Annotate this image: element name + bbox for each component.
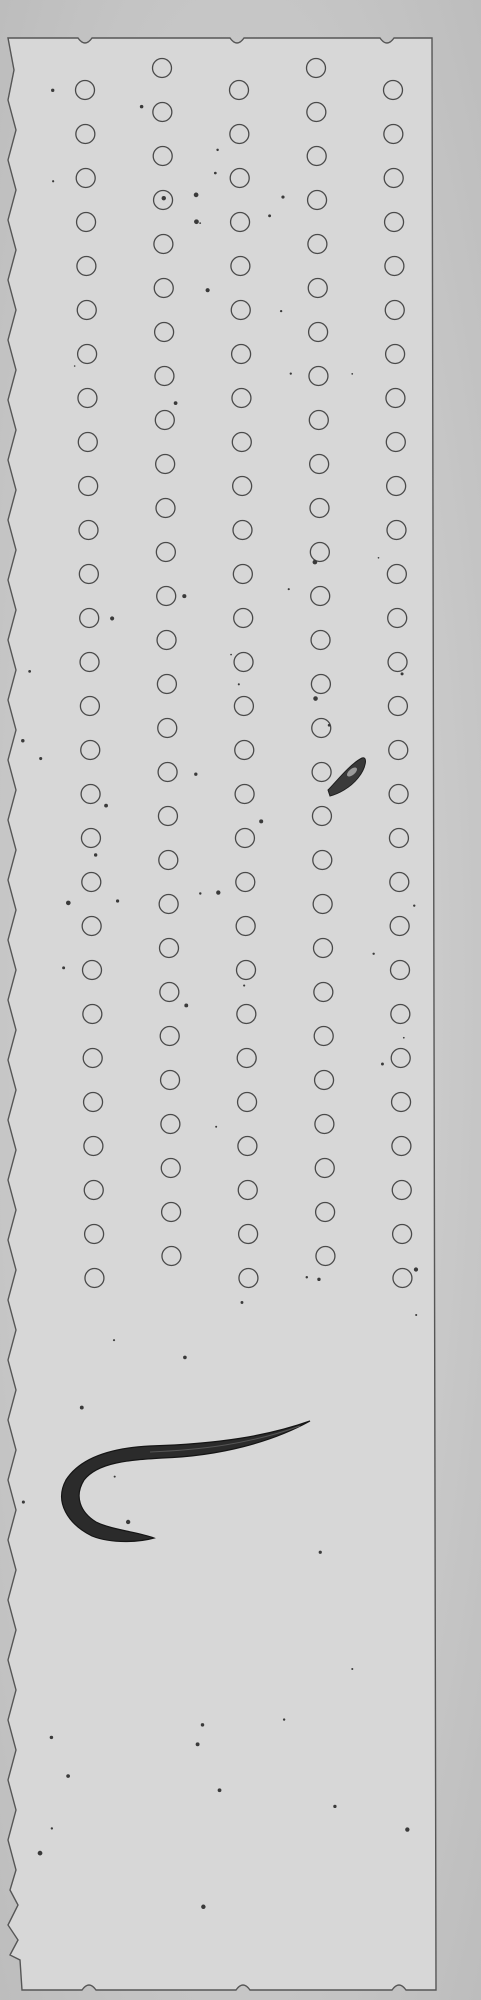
debris-speck [38, 1851, 43, 1856]
debris-speck [238, 683, 240, 685]
debris-speck [21, 739, 24, 742]
debris-speck [126, 1520, 130, 1524]
debris-speck [51, 1827, 53, 1829]
debris-speck [174, 401, 178, 405]
debris-speck [372, 953, 374, 955]
debris-speck [403, 1037, 405, 1039]
debris-speck [28, 670, 31, 673]
debris-speck [51, 89, 54, 92]
debris-speck [162, 196, 166, 200]
debris-speck [378, 557, 380, 559]
debris-speck [66, 901, 71, 906]
debris-speck [280, 310, 282, 312]
debris-speck [405, 1827, 409, 1831]
debris-speck [194, 773, 197, 776]
debris-speck [215, 1126, 217, 1128]
debris-speck [201, 1723, 204, 1726]
debris-speck [288, 588, 290, 590]
debris-speck [413, 904, 415, 906]
debris-speck [206, 288, 210, 292]
debris-speck [183, 1356, 187, 1360]
debris-speck [306, 1276, 308, 1278]
debris-speck [214, 172, 217, 175]
debris-speck [259, 819, 263, 823]
debris-speck [381, 1063, 384, 1066]
debris-speck [140, 105, 144, 109]
debris-speck [199, 892, 201, 894]
debris-speck [94, 853, 97, 856]
debris-speck [401, 672, 404, 675]
debris-speck [114, 1476, 116, 1478]
debris-speck [50, 1736, 53, 1739]
debris-speck [313, 696, 318, 701]
debris-speck [351, 373, 353, 375]
debris-speck [104, 804, 108, 808]
debris-speck [194, 193, 199, 198]
debris-speck [113, 1339, 115, 1341]
debris-speck [281, 195, 284, 198]
debris-speck [39, 757, 42, 760]
debris-speck [333, 1805, 336, 1808]
debris-speck [194, 219, 199, 224]
debris-speck [328, 724, 331, 727]
debris-speck [313, 560, 318, 565]
debris-speck [74, 365, 76, 367]
debris-speck [218, 1788, 222, 1792]
chamber-outline [8, 38, 436, 1990]
debris-speck [216, 149, 218, 151]
debris-speck [66, 1774, 70, 1778]
debris-speck [201, 1905, 205, 1909]
debris-speck [283, 1718, 285, 1720]
debris-speck [241, 1301, 244, 1304]
debris-speck [184, 1004, 188, 1008]
debris-speck [415, 1314, 417, 1316]
debris-speck [182, 594, 186, 598]
debris-speck [22, 1501, 25, 1504]
debris-speck [351, 1668, 353, 1670]
debris-speck [317, 1278, 320, 1281]
debris-speck [80, 1406, 84, 1410]
debris-speck [230, 654, 232, 656]
debris-speck [110, 616, 114, 620]
debris-speck [216, 890, 220, 894]
debris-speck [414, 1267, 418, 1271]
debris-speck [243, 984, 245, 986]
debris-speck [52, 180, 54, 182]
debris-speck [290, 373, 292, 375]
debris-speck [62, 966, 65, 969]
debris-speck [196, 1742, 200, 1746]
debris-speck [319, 1551, 322, 1554]
debris-speck [199, 222, 201, 224]
debris-speck [116, 899, 119, 902]
debris-speck [268, 214, 271, 217]
